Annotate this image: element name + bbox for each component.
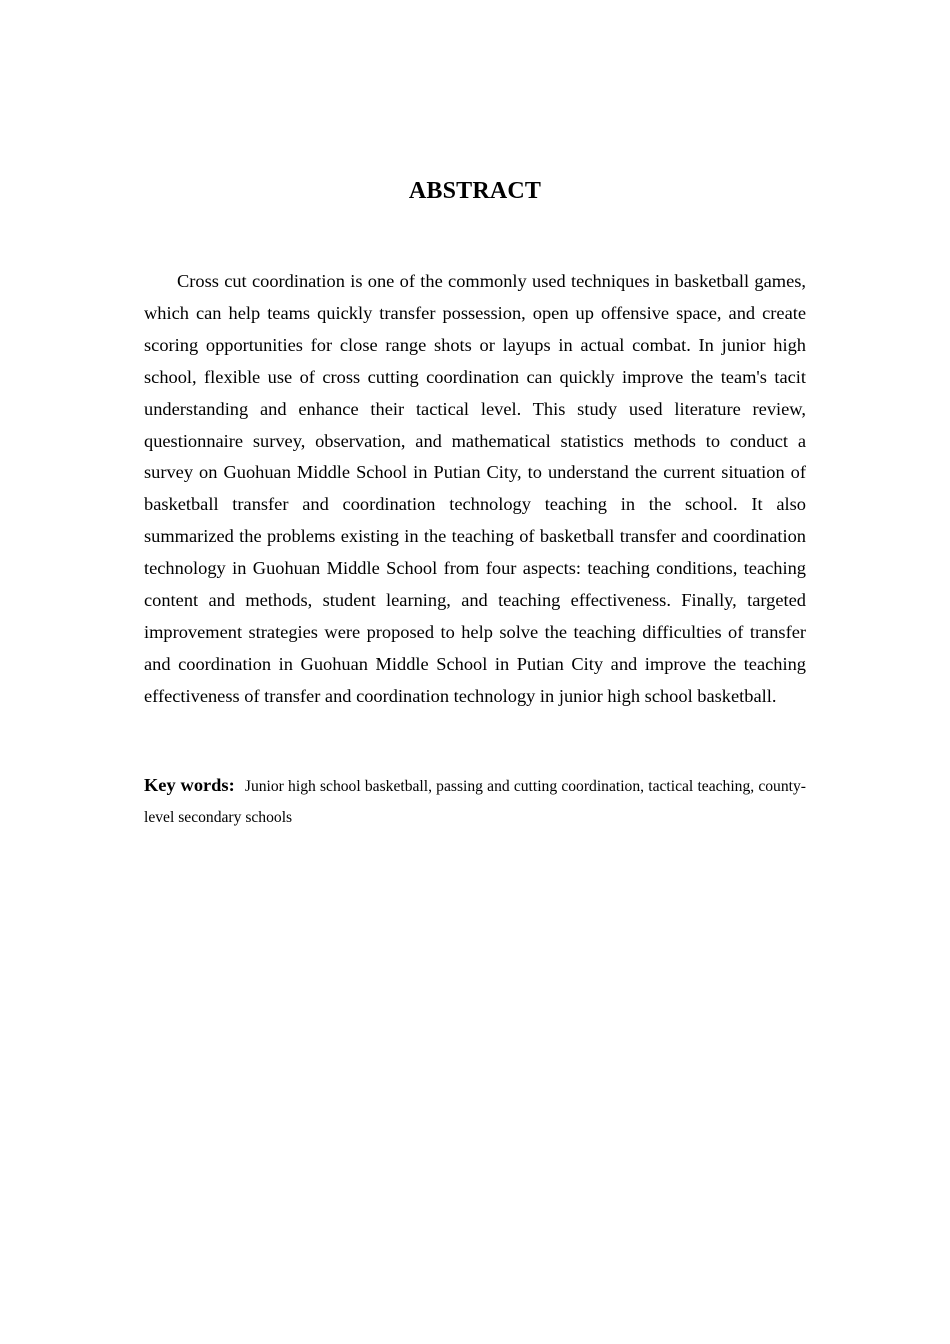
keywords-text: Junior high school basketball, passing and cutting coordination, tactical teaching, county-level secondary schools	[144, 778, 806, 826]
abstract-paragraph: Cross cut coordination is one of the commonly used techniques in basketball games, which can help teams quickly transfer possession, open up offensive space, and create scoring opportunities for close range shots or layups in actual combat. In junior high school, flexible use of cross cutting coordination can quickly improve the team's tacit understanding and enhance their tactical level. This study used literature review, questionnaire survey, observation, and mathematical statistics methods to conduct a survey on Guohuan Middle School in Putian City, to understand the current situation of basketball transfer and coordination technology teaching in the school. It also summarized the problems existing in the teaching of basketball transfer and coordination technology in Guohuan Middle School from four aspects: teaching conditions, teaching content and methods, student learning, and teaching effectiveness. Finally, targeted improvement strategies were proposed to help solve the teaching difficulties of transfer and coordination in Guohuan Middle School in Putian City and improve the teaching effectiveness of transfer and coordination technology in junior high school basketball.	[144, 271, 806, 706]
keywords-section	[144, 770, 806, 833]
keywords-label: Key words:	[144, 775, 235, 795]
abstract-title: ABSTRACT	[408, 178, 542, 204]
